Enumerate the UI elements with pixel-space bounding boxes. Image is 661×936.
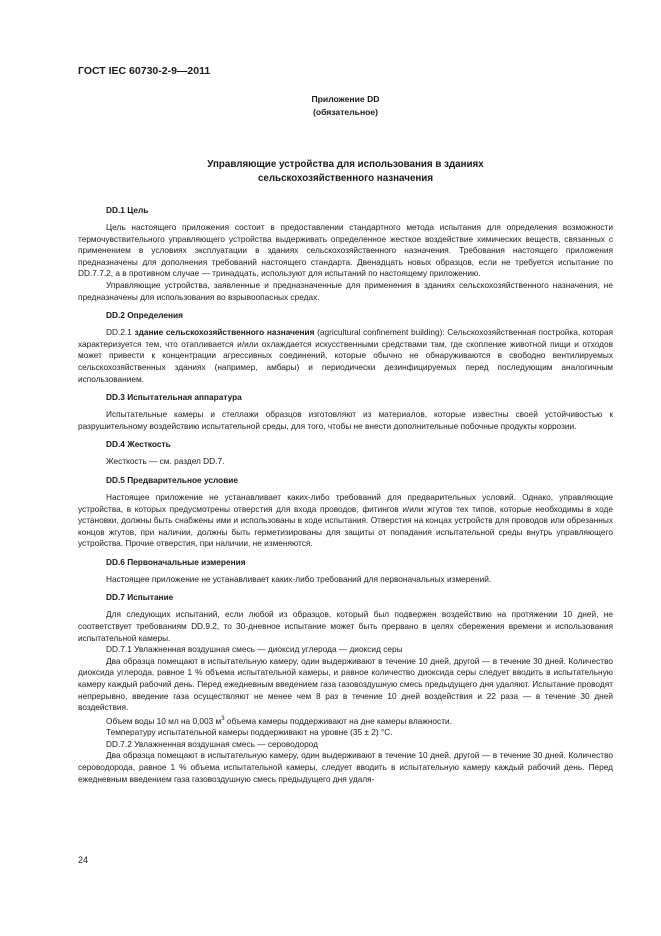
annex-status: (обязательное) — [312, 107, 379, 117]
paragraph: Управляющие устройства, заявленные и предназначенные для применения в зданиях сельскохозяйственного назначения, не предназначены для использования во взрывоопасных средах. — [78, 279, 613, 302]
clause-number: DD.2.1 — [106, 327, 132, 338]
section-heading-dd5: DD.5 Предварительное условие — [106, 474, 239, 485]
paragraph: Жесткость — см. раздел DD.7. — [106, 456, 225, 467]
paragraph: Цель настоящего приложения состоит в предоставлении стандартного метода испытания для определения возможности термочувствительного управляющего устройства выдерживать определенное жесткое воздействие химических веществ, связанных с применением в условиях эксплуатации в зданиях сельскохозяйственного назначения. Требования настоящего приложения предназначены для дополнения требований настоящего стандарта. Двенадцать новых образцов, если не требуется испытание по DD.7.7.2, а в противном случае — тринадцать, используют для испытаний по настоящему приложению. — [78, 222, 613, 279]
section-heading-dd7: DD.7 Испытание — [106, 592, 174, 603]
document-body — [78, 205, 613, 785]
text-fragment: объема камеры поддерживают на дне камеры влажности. — [224, 715, 452, 726]
paragraph: Два образца помещают в испытательную камеру, один выдерживают в течение 10 дней, другой — в течение 30 дней. Количество сероводорода, равное 1 % объема испытательной камеры, следует вводить в испытательную камеру каждый рабочий день. Перед ежедневным введением газа газовоздушную смесь предыдущего дня удаля- — [78, 750, 613, 784]
standard-designation: ГОСТ IEC 60730-2-9—2011 — [78, 65, 211, 77]
defined-term: здание сельскохозяйственного назначения — [134, 327, 315, 338]
paragraph: Два образца помещают в испытательную камеру, один выдерживают в течение 10 дней, другой — в течение 30 дней. Количество диоксида углерода, равное 1 % объема испытательной камеры, и равное количество диоксида серы следует вводить в испытательную камеру каждый рабочий день. Перед ежедневным введением газа газовоздушную смесь предыдущего дня удаляют. Испытание проводят непрерывно, введение газа осуществляют не менее чем 8 раз в течение 10 дней воздействия и 22 раза — в течение 30 дней воздействия. — [78, 655, 613, 713]
paragraph: Настоящее приложение не устанавливает каких-либо требований для первоначальных измерений. — [106, 573, 492, 584]
document-title-line2: сельскохозяйственного назначения — [257, 173, 434, 184]
superscript: 3 — [221, 715, 225, 722]
paragraph: Испытательные камеры и стеллажи образцов изготовляют из материалов, которые известны своей устойчивостью к разрушительному воздействию испытательной среды, для того, чтобы не внести дополнительные побочные продукты коррозии. — [78, 409, 613, 431]
annex-title: Приложение DD — [311, 94, 380, 104]
paragraph: Настоящее приложение не устанавливает каких-либо требований для предварительных условий. Однако, управляющие устройства, в которых предусмотрены отверстия для входа проводов, фитингов и/или жгутов тех типов, которые необходимы в ходе установки, должны быть снабжены ими и использованы в ходе испытания. Отверстия на концах устройств для проводов или обрезанных концов жгутов, при наличии, должны быть герметизированы для защиты от попадания испытательной среды внутрь управляющего устройства. Прочие отверстия, при наличии, не изменяются. — [78, 491, 613, 549]
paragraph — [78, 714, 613, 727]
section-heading-dd1: DD.1 Цель — [106, 205, 149, 215]
definition-paragraph — [78, 327, 613, 385]
section-heading-dd2: DD.2 Определения — [106, 310, 183, 321]
document-title-line1: Управляющие устройства для использования в зданиях — [207, 159, 484, 170]
section-heading-dd6: DD.6 Первоначальные измерения — [106, 556, 246, 567]
section-heading-dd4: DD.4 Жесткость — [106, 439, 171, 450]
paragraph: Температуру испытательной камеры поддерживают на уровне (35 ± 2) °С. — [106, 727, 393, 738]
subclause-title: DD.7.1 Увлажненная воздушная смесь — диоксид углерода — диоксид серы — [106, 644, 403, 655]
paragraph: Для следующих испытаний, если любой из образцов, который был подвержен воздействию на протяжении 10 дней, не соответствует требованиям DD.9.2, то 30-дневное испытание может быть прервано в целях сбережения времени и использования испытательной камеры. — [78, 609, 613, 643]
definition-text: (agricultural confinement building): Сельскохозяйственная постройка, которая характеризуется тем, что отапливается и/или охлаждается искусственными средствами там, где скопление животной пищи и отходов может привести к концентрации агрессивных соединений, которые обычно не обнаруживаются в свободно вентилируемых сельскохозяйственных зданиях (например, амбары) и периодически дезинфицируемых перед последующим аналогичным использованием. — [78, 327, 613, 384]
page-number: 24 — [78, 855, 89, 865]
section-heading-dd3: DD.3 Испытательная аппаратура — [106, 392, 242, 403]
subclause-title: DD.7.2 Увлажненная воздушная смесь — сероводород — [106, 738, 318, 749]
text-fragment: Объем воды 10 мл на 0,003 м — [106, 715, 222, 726]
